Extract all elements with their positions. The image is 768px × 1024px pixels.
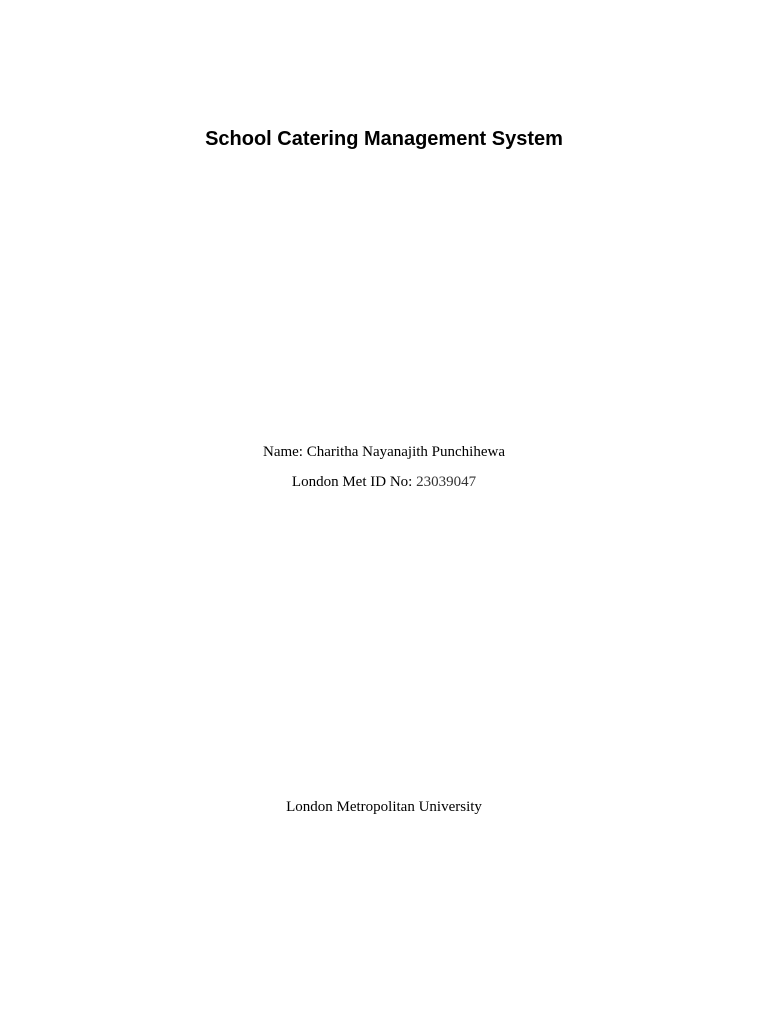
university-name: London Metropolitan University (286, 799, 482, 815)
student-name-line (0, 442, 768, 462)
id-value: 23039047 (416, 474, 477, 490)
student-id-line (0, 472, 768, 492)
name-label: Name: (262, 444, 303, 460)
name-value: Charitha Nayanajith Punchihewa (306, 444, 505, 460)
document-title: School Catering Management System (205, 128, 563, 150)
id-label: London Met ID No: (291, 474, 413, 490)
